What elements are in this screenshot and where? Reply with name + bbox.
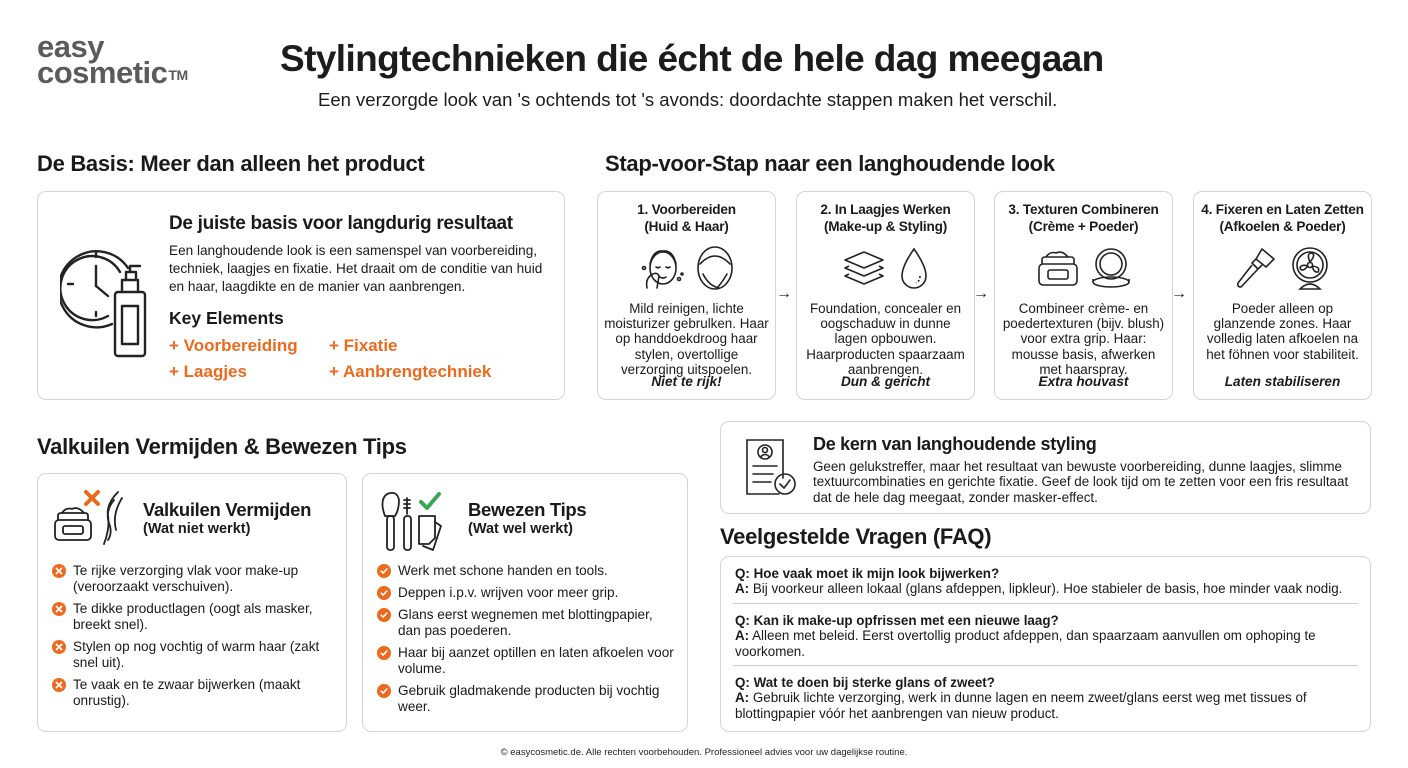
faq-answer-text: Bij voorkeur alleen lokaal (glans afdeppen, lipkleur). Hoe stabieler de basis, hoe minder vaak nodig.	[749, 581, 1343, 597]
list-item	[52, 639, 336, 671]
x-circle-icon	[52, 640, 66, 654]
faq-item	[733, 604, 1358, 666]
tip-text: Haar bij aanzet optillen en laten afkoelen voor volume.	[398, 645, 674, 676]
step-tag: Laten stabiliseren	[1224, 374, 1341, 389]
list-item	[377, 645, 677, 677]
page-subtitle: Een verzorgde look van 's ochtends tot 's avonds: doordachte stappen maken het verschil.	[318, 89, 1058, 110]
key-elements-heading: Key Elements	[169, 308, 284, 328]
cream-jar-crossed-icon	[52, 486, 132, 550]
faq-answer-label: A:	[735, 690, 750, 706]
tips-card	[362, 473, 688, 732]
brand-line2: cosmetic	[37, 55, 168, 90]
step-subtitle: (Crème + Poeder)	[1028, 218, 1139, 234]
pitfall-text: Te vaak en te zwaar bijwerken (maakt onrustig).	[73, 677, 301, 708]
key-element: + Fixatie	[329, 336, 398, 355]
check-circle-icon	[377, 646, 391, 660]
arrow-right-icon: →	[1171, 285, 1187, 302]
list-item	[377, 683, 677, 715]
pitfalls-subtitle: (Wat niet werkt)	[143, 521, 251, 537]
list-item	[377, 563, 677, 579]
trademark: TM	[168, 67, 188, 83]
faq-answer-label: A:	[735, 581, 750, 597]
step-card-2	[796, 191, 975, 400]
key-elements-list	[169, 336, 529, 382]
step-title: 3. Texturen Combineren	[1008, 202, 1159, 217]
section-title-basis: De Basis: Meer dan alleen het product	[37, 151, 425, 176]
check-circle-icon	[377, 564, 391, 578]
arrow-right-icon: →	[973, 285, 989, 302]
list-item	[52, 563, 336, 595]
list-item	[377, 607, 677, 639]
brand-line1: easy	[37, 29, 104, 64]
arrow-right-icon: →	[776, 285, 792, 302]
makeup-sponge-icon	[897, 246, 931, 290]
tip-text: Glans eerst wegnemen met blottingpapier, dan pas poederen.	[398, 607, 653, 638]
section-title-tips: Valkuilen Vermijden & Bewezen Tips	[37, 434, 407, 459]
pitfall-text: Stylen op nog vochtig of warm haar (zakt snel uit).	[73, 639, 320, 670]
basis-card	[37, 191, 565, 400]
footer-copyright: © easycosmetic.de. Alle rechten voorbehouden. Professioneel advies voor uw dagelijkse routine.	[500, 747, 908, 758]
hair-towel-icon	[695, 244, 735, 292]
list-item	[52, 601, 336, 633]
step-description: Mild reinigen, lichte moisturizer gebrulken. Haar op handdoekdroog haar stylen, overtollige verzorging uitspoelen.	[604, 301, 769, 377]
step-card-1	[597, 191, 776, 400]
step-title: 2. In Laagjes Werken	[820, 202, 951, 217]
layers-icon	[841, 248, 887, 288]
faq-item	[733, 557, 1358, 604]
face-cleansing-icon	[639, 244, 685, 292]
step-card-4	[1193, 191, 1372, 400]
tips-subtitle: (Wat wel werkt)	[468, 521, 574, 537]
step-description: Poeder alleen op glanzende zones. Haar volledig laten afkoelen na het föhnen voor stabiliteit.	[1206, 301, 1359, 362]
step-card-3	[994, 191, 1173, 400]
faq-question: Q: Wat te doen bij sterke glans of zweet?	[735, 675, 995, 691]
core-summary-card	[720, 421, 1371, 514]
x-circle-icon	[52, 602, 66, 616]
tip-text: Deppen i.p.v. wrijven voor meer grip.	[398, 585, 619, 600]
tips-title: Bewezen Tips	[468, 499, 587, 520]
pitfall-text: Te rijke verzorging vlak voor make-up (veroorzaakt verschuiven).	[73, 563, 299, 594]
tips-list	[377, 563, 677, 721]
powder-brush-icon	[1234, 245, 1278, 291]
faq-item	[733, 666, 1358, 727]
faq-answer	[735, 628, 1356, 659]
step-subtitle: (Afkoelen & Poeder)	[1219, 218, 1346, 234]
step-title: 1. Voorbereiden	[637, 202, 736, 217]
basis-card-title: De juiste basis voor langdurig resultaat	[169, 213, 513, 234]
pitfall-text: Te dikke productlagen (oogt als masker, breekt snel).	[73, 601, 313, 632]
step-tag: Extra houvast	[1038, 374, 1129, 389]
pitfalls-title: Valkuilen Vermijden	[143, 499, 312, 520]
faq-question: Q: Hoe vaak moet ik mijn look bijwerken?	[735, 566, 1000, 581]
pitfalls-list	[52, 563, 336, 715]
page-title: Stylingtechnieken die écht de hele dag meegaan	[280, 38, 1104, 79]
step-subtitle: (Huid & Haar)	[644, 218, 729, 234]
list-item	[377, 585, 677, 601]
faq-card	[720, 556, 1371, 732]
section-title-faq: Veelgestelde Vragen (FAQ)	[720, 524, 992, 549]
basis-description: Een langhoudende look is een samenspel van voorbereiding, techniek, laagjes en fixatie. Het draait om de conditie van huid en haar, laagdikte en de manier van aanbrengen.	[169, 243, 543, 294]
check-circle-icon	[377, 608, 391, 622]
check-circle-icon	[377, 586, 391, 600]
list-item	[52, 677, 336, 709]
step-description: Combineer crème- en poedertexturen (bijv. blush) voor extra grip. Haar: mousse basis, afwerken met haarspray.	[1002, 301, 1165, 377]
key-element: + Voorbereiding	[169, 336, 298, 355]
core-summary-text: Geen gelukstreffer, maar het resultaat van bewuste voorbereiding, dunne laagjes, slimme textuurcombinaties en gerichte fixatie. Geef de look tijd om te zetten voor een fris resultaat dat de hele dag meegaat, zonder masker-effect.	[813, 459, 1349, 505]
step-title: 4. Fixeren en Laten Zetten	[1201, 202, 1364, 217]
powder-compact-icon	[1090, 246, 1132, 290]
x-circle-icon	[52, 564, 66, 578]
faq-answer-label: A:	[735, 628, 750, 644]
pitfalls-card	[37, 473, 347, 732]
cream-jar-icon	[1036, 248, 1080, 288]
clock-and-pump-bottle-icon	[60, 242, 152, 362]
step-tag: Dun & gericht	[840, 374, 931, 389]
faq-answer-text: Alleen met beleid. Eerst overtollig product afdeppen, dan spaarzaam aanvullen om ophoping te voorkomen.	[735, 628, 1316, 659]
brand-logo	[37, 29, 188, 90]
faq-answer	[735, 690, 1356, 721]
faq-question: Q: Kan ik make-up opfrissen met een nieuwe laag?	[735, 612, 1059, 628]
faq-answer-text: Gebruik lichte verzorging, werk in dunne lagen en neem zweet/glans eerst weg met tissues of blottingpapier vóór het aanbrengen van nieuw product.	[735, 690, 1307, 721]
tip-text: Gebruik gladmakende producten bij vochtig weer.	[398, 683, 660, 714]
fan-icon	[1288, 245, 1332, 291]
document-check-icon	[743, 436, 799, 498]
faq-answer	[735, 581, 1356, 596]
core-summary-title: De kern van langhoudende styling	[813, 434, 1097, 454]
key-element: + Laagjes	[169, 362, 247, 381]
x-circle-icon	[52, 678, 66, 692]
step-tag: Niet te rijk!	[651, 374, 722, 389]
step-subtitle: (Make-up & Styling)	[823, 218, 948, 234]
check-circle-icon	[377, 684, 391, 698]
key-element: + Aanbrengtechniek	[329, 362, 492, 381]
tip-text: Werk met schone handen en tools.	[398, 563, 608, 578]
makeup-tools-check-icon	[377, 486, 457, 556]
step-description: Foundation, concealer en oogschaduw in dunne lagen opbouwen. Haarproducten spaarzaam aanbrengen.	[806, 301, 965, 377]
section-title-steps: Stap-voor-Stap naar een langhoudende look	[605, 151, 1055, 176]
